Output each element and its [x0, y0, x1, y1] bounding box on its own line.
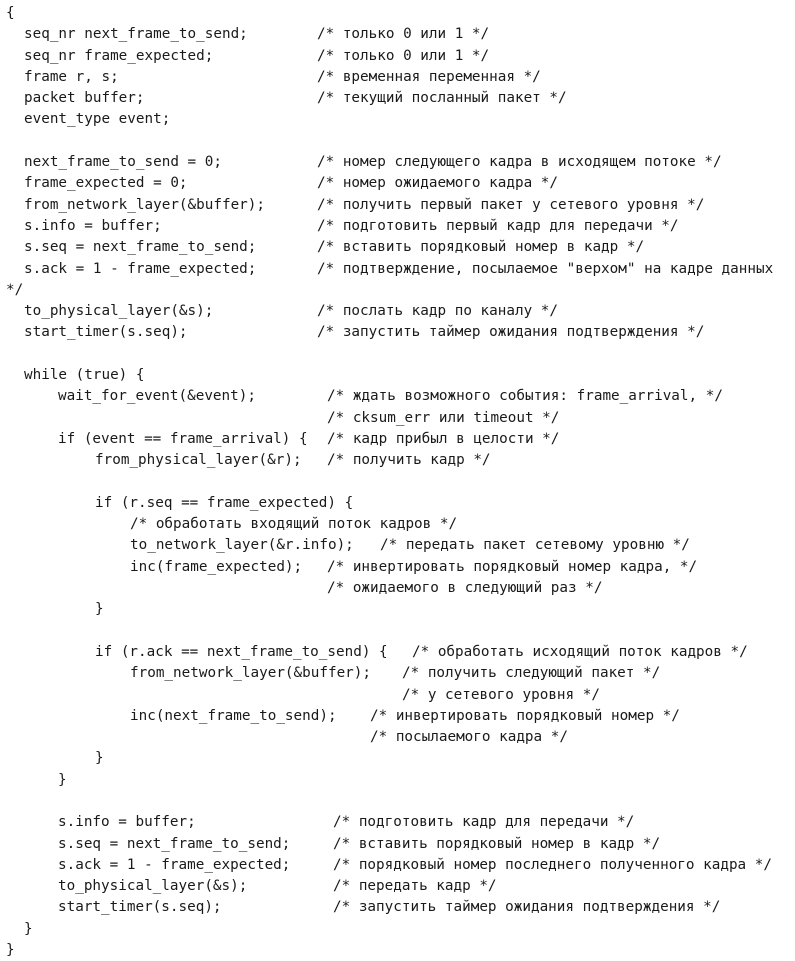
code-line	[6, 599, 795, 620]
code-comment: /* только 0 или 1 */	[317, 26, 490, 43]
code-line	[6, 3, 795, 24]
code-text: inc(next_frame_to_send);	[130, 707, 337, 724]
code-line	[6, 897, 795, 918]
code-line	[6, 301, 795, 322]
code-text: {	[6, 5, 15, 21]
code-line	[6, 535, 795, 556]
code-text: frame_expected = 0;	[24, 175, 188, 192]
code-comment: /* посылаемого кадра */	[370, 729, 568, 746]
code-comment: /* подготовить кадр для передачи */	[333, 814, 635, 831]
code-text: }	[95, 750, 104, 767]
code-line	[6, 450, 795, 471]
code-line	[6, 706, 795, 727]
code-line	[6, 152, 795, 173]
code-line	[6, 876, 795, 897]
code-line	[6, 727, 795, 748]
code-comment: /* у сетевого уровня */	[402, 686, 600, 703]
code-text: }	[6, 942, 15, 959]
code-line	[6, 770, 795, 791]
code-text: start_timer(s.seq);	[24, 324, 188, 341]
code-comment: /* запустить таймер ожидания подтверждения */	[317, 324, 705, 341]
code-text: if (r.seq == frame_expected) {	[95, 494, 354, 511]
code-comment: /* ждать возможного события: frame_arrival, */	[327, 388, 723, 405]
code-comment: /* порядковый номер последнего полученного кадра */	[333, 856, 772, 873]
code-comment: /* номер ожидаемого кадра */	[317, 175, 559, 192]
code-line	[6, 642, 795, 663]
code-comment: /* номер следующего кадра в исходящем потоке */	[317, 154, 722, 171]
code-text: packet buffer;	[24, 90, 145, 107]
code-text: /* обработать входящий поток кадров */	[130, 516, 458, 533]
code-comment: /* передать пакет сетевому уровню */	[380, 537, 690, 554]
code-comment: /* запустить таймер ожидания подтверждения */	[333, 899, 721, 916]
code-line	[6, 131, 795, 152]
code-line	[6, 493, 795, 514]
code-text: to_physical_layer(&s);	[58, 878, 248, 895]
code-comment: /* cksum_err или timeout */	[327, 409, 560, 426]
code-comment: /* вставить порядковый номер в кадр */	[333, 835, 661, 852]
code-comment: /* только 0 или 1 */	[317, 47, 490, 64]
code-line	[6, 557, 795, 578]
code-line	[6, 621, 795, 642]
code-comment: /* получить следующий пакет */	[402, 665, 661, 682]
code-line	[6, 24, 795, 45]
code-text: */	[6, 281, 24, 298]
code-line	[6, 940, 795, 961]
code-text: start_timer(s.seq);	[58, 899, 222, 916]
code-comment: /* подготовить первый кадр для передачи */	[317, 217, 679, 234]
code-text: }	[58, 771, 67, 788]
code-text: s.seq = next_frame_to_send;	[58, 835, 291, 852]
code-comment: /* временная переменная */	[317, 68, 541, 85]
code-line	[6, 408, 795, 429]
code-text: frame r, s;	[24, 68, 119, 85]
code-text: to_physical_layer(&s);	[24, 303, 214, 320]
code-text: seq_nr next_frame_to_send;	[24, 26, 248, 43]
code-line	[6, 812, 795, 833]
code-line	[6, 280, 795, 301]
code-line	[6, 578, 795, 599]
code-line	[6, 173, 795, 194]
code-line	[6, 365, 795, 386]
code-comment: /* обработать исходящий поток кадров */	[412, 643, 748, 660]
code-text: from_network_layer(&buffer);	[130, 665, 372, 682]
code-text: s.info = buffer;	[58, 814, 196, 831]
code-comment: /* подтверждение, посылаемое "верхом" на кадре данных	[317, 260, 774, 277]
code-line	[6, 791, 795, 812]
code-line	[6, 919, 795, 940]
code-line	[6, 685, 795, 706]
code-comment: /* ожидаемого в следующий раз */	[327, 580, 603, 597]
code-text: }	[95, 601, 104, 618]
code-line	[6, 429, 795, 450]
code-text: s.info = buffer;	[24, 217, 162, 234]
code-comment: /* текущий посланный пакет */	[317, 90, 567, 107]
code-line	[6, 109, 795, 130]
code-comment: /* вставить порядковый номер в кадр */	[317, 239, 645, 256]
code-line	[6, 834, 795, 855]
code-line	[6, 663, 795, 684]
code-listing	[6, 3, 795, 961]
code-line	[6, 259, 795, 280]
code-line	[6, 748, 795, 769]
code-comment: /* получить первый пакет у сетевого уровня */	[317, 196, 705, 213]
code-text: event_type event;	[24, 111, 171, 128]
code-text: while (true) {	[24, 367, 145, 384]
code-text: s.seq = next_frame_to_send;	[24, 239, 257, 256]
code-line	[6, 216, 795, 237]
code-line	[6, 195, 795, 216]
code-text: from_network_layer(&buffer);	[24, 196, 266, 213]
code-text: seq_nr frame_expected;	[24, 47, 214, 64]
code-comment: /* инвертировать порядковый номер кадра, */	[327, 558, 698, 575]
code-line	[6, 472, 795, 493]
code-comment: /* кадр прибыл в целости */	[327, 430, 560, 447]
code-text: wait_for_event(&event);	[58, 388, 256, 405]
code-line	[6, 514, 795, 535]
code-text: if (r.ack == next_frame_to_send) {	[95, 643, 388, 660]
code-text: s.ack = 1 - frame_expected;	[58, 856, 291, 873]
code-line	[6, 67, 795, 88]
code-line	[6, 46, 795, 67]
code-text: if (event == frame_arrival) {	[58, 430, 308, 447]
code-text: from_physical_layer(&r);	[95, 452, 302, 469]
code-line	[6, 386, 795, 407]
code-text: inc(frame_expected);	[130, 558, 303, 575]
code-comment: /* инвертировать порядковый номер */	[370, 707, 680, 724]
code-line	[6, 344, 795, 365]
code-line	[6, 237, 795, 258]
code-comment: /* получить кадр */	[327, 452, 491, 469]
code-line	[6, 855, 795, 876]
code-text: }	[24, 920, 33, 937]
code-comment: /* передать кадр */	[333, 878, 497, 895]
code-line	[6, 88, 795, 109]
code-text: s.ack = 1 - frame_expected;	[24, 260, 257, 277]
code-comment: /* послать кадр по каналу */	[317, 303, 559, 320]
code-text: to_network_layer(&r.info);	[130, 537, 354, 554]
code-line	[6, 322, 795, 343]
code-text: next_frame_to_send = 0;	[24, 154, 222, 171]
